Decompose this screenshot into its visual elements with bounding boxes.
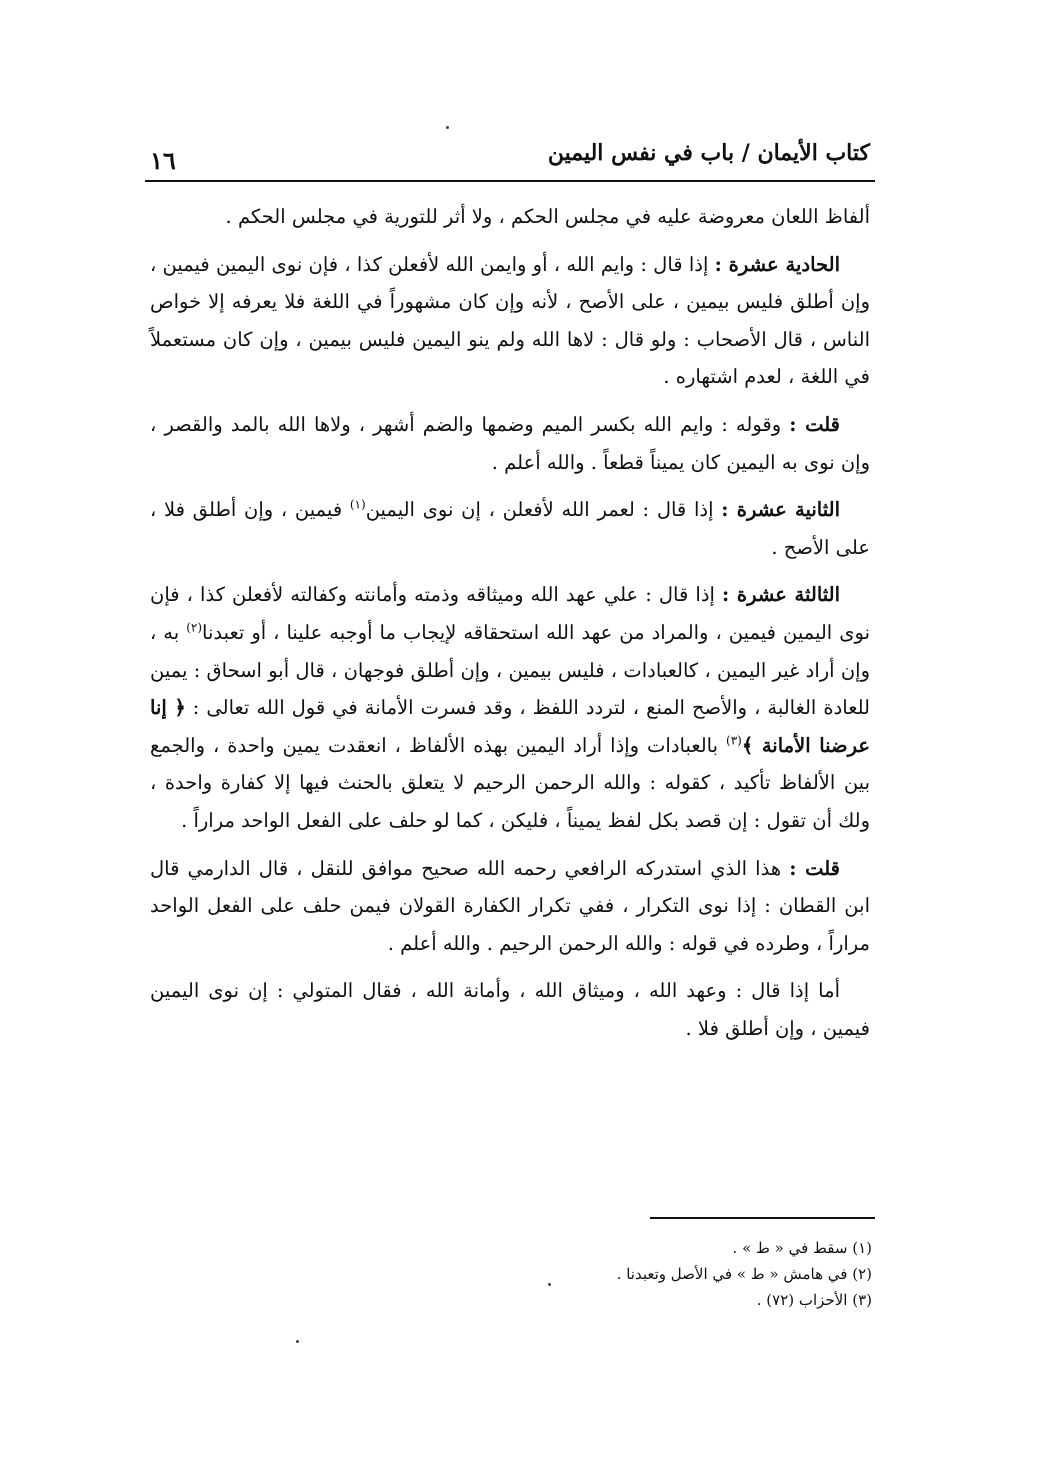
paragraph-text: ألفاظ اللعان معروضة عليه في مجلس الحكم ، ولا أثر للتورية في مجلس الحكم .	[225, 205, 870, 228]
section-heading: الحادية عشرة :	[714, 252, 840, 276]
paragraph-text: بالعبادات وإذا أراد اليمين بهذه الألفاظ ، انعقدت يمين واحدة ، والجمع بين الألفاظ تأكيد ، كقوله : والله الرحمن الرحيم لا يتعلق بالحنث فيها إلا كفارة واحدة ، ولك أن تقول : إن قصد بكل لفظ يميناً ، فليكن ، كما لو حلف على الفعل الواحد مراراً .	[150, 733, 870, 832]
main-text	[150, 198, 870, 1057]
paragraph-twelfth	[150, 491, 870, 566]
paragraph-text: إذا قال : علي عهد الله وميثاقه وذمته وأمانته وكفالته لأفعلن كذا ، فإن نوى اليمين فيمين ، والمراد من عهد الله استحقاقه لإيجاب ما أوجبه علينا ، أو تعبدنا	[150, 583, 870, 644]
paragraph-thirteenth	[150, 576, 870, 839]
footnote-2: (٢) في هامش « ط » في الأصل وتعبدنا .	[616, 1265, 872, 1283]
paragraph-text: إذا قال : وايم الله ، أو وايمن الله لأفعلن كذا ، فإن نوى اليمين فيمين ، وإن أطلق فليس بيمين ، على الأصح ، لأنه وإن كان مشهوراً في اللغة فلا يعرفه إلا خواص الناس ، قال الأصحاب : ولو قال : لاها الله ولم ينو اليمين فليس بيمين ، وإن كان مستعملاً في اللغة ، لعدم اشتهاره .	[150, 252, 870, 389]
paragraph-text: إذا قال : لعمر الله لأفعلن ، إن نوى اليمين	[365, 498, 722, 522]
quran-quote: ﴿ إنا عرضنا الأمانة ﴾	[150, 696, 870, 757]
running-header	[140, 136, 880, 180]
section-heading: الثالثة عشرة :	[722, 583, 840, 607]
page-number: ١٦	[150, 146, 176, 175]
paragraph-eleventh	[150, 246, 870, 396]
print-speck	[446, 126, 449, 129]
note-heading: قلت :	[789, 412, 840, 436]
paragraph-intro	[150, 198, 870, 236]
paragraph-note-2	[150, 850, 870, 963]
paragraph-text: أما إذا قال : وعهد الله ، وميثاق الله ، وأمانة الله ، فقال المتولي : إن نوى اليمين فيمين ، وإن أطلق فلا .	[150, 979, 870, 1040]
footnote-3: (٣) الأحزاب (٧٢) .	[756, 1291, 872, 1309]
footnote-ref-2[interactable]: (٢)	[186, 620, 203, 635]
paragraph-closing	[150, 972, 870, 1047]
paragraph-text: فيمين ، وإن أطلق فلا ، على الأصح .	[150, 498, 870, 559]
paragraph-note-1	[150, 406, 870, 481]
footnote-divider	[650, 1217, 875, 1219]
footnotes	[412, 1235, 872, 1313]
note-heading: قلت :	[789, 856, 840, 880]
section-heading: الثانية عشرة :	[721, 498, 840, 522]
chapter-title: كتاب الأيمان / باب في نفس اليمين	[547, 140, 870, 166]
footnote-ref-1[interactable]: (١)	[349, 497, 366, 512]
footnote-ref-3[interactable]: (٣)	[726, 733, 742, 748]
paragraph-text: وقوله : وايم الله بكسر الميم وضمها والضم أشهر ، ولاها الله بالمد والقصر ، وإن نوى به اليمين كان يميناً قطعاً . والله أعلم .	[150, 412, 870, 474]
paragraph-text: هذا الذي استدركه الرافعي رحمه الله صحيح موافق للنقل ، قال الدارمي قال ابن القطان : إذا نوى التكرار ، ففي تكرار الكفارة القولان فيمن حلف على الفعل الواحد مراراً ، وطرده في قوله : والله الرحمن الرحيم . والله أعلم .	[150, 856, 870, 955]
header-divider	[145, 180, 875, 182]
print-speck	[548, 1283, 551, 1286]
paragraph-text: به ، وإن أراد غير اليمين ، كالعبادات ، فليس بيمين ، وإن أطلق فوجهان ، قال أبو اسحاق : يمين للعادة الغالبة ، والأصح المنع ، لتردد اللفظ ، وقد فسرت الأمانة في قول الله تعالى :	[150, 620, 870, 720]
footnote-1: (١) سقط في « ط » .	[732, 1239, 872, 1257]
print-speck	[296, 1340, 299, 1343]
